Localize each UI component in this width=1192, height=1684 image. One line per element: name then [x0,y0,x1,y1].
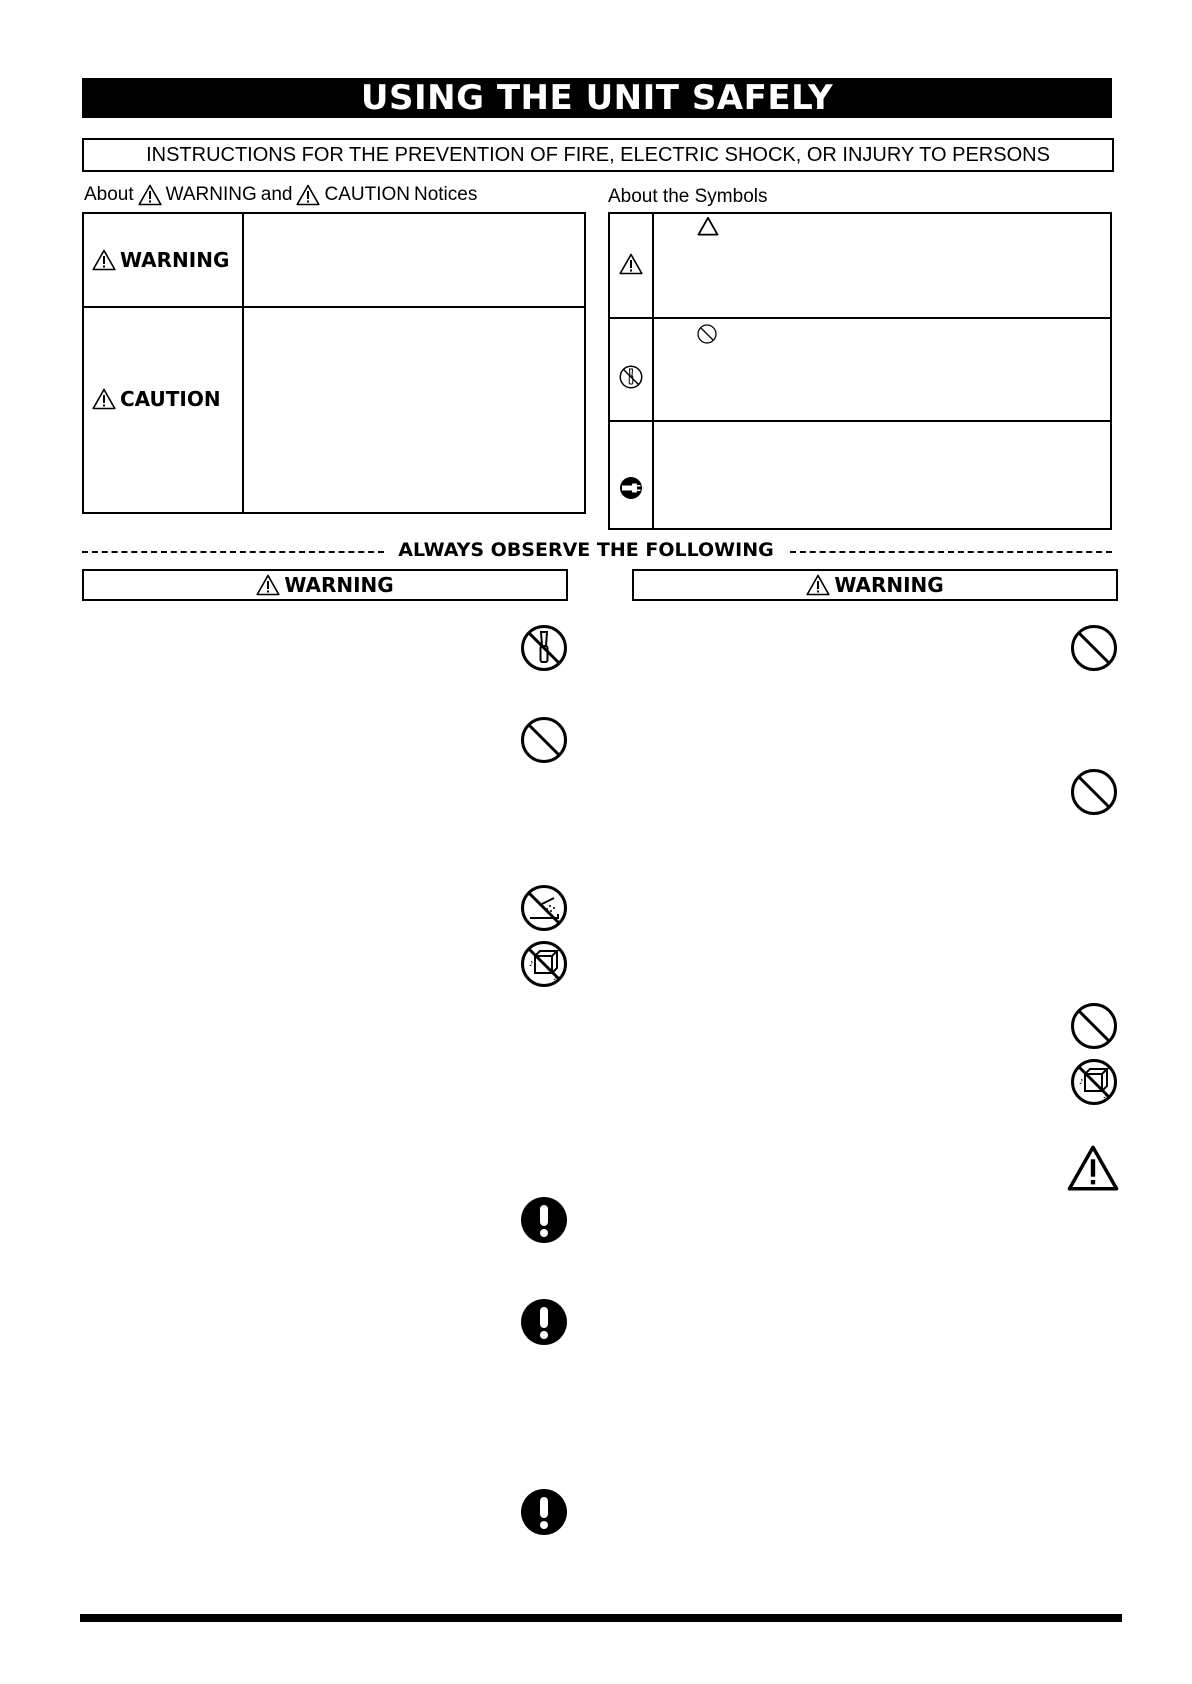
caption-caution: CAUTION [324,184,410,205]
caption-about: About [84,184,134,205]
alert-triangle-icon [619,253,643,275]
symbols-row-divider-1 [608,317,1112,319]
caution-label-text: CAUTION [120,387,221,411]
right-warning-header [632,569,1118,601]
notices-caption [84,184,477,206]
notices-row-divider [82,306,586,308]
left-warning-header [82,569,568,601]
prohibition-icon [1070,624,1118,672]
prohibition-icon [1070,1002,1118,1050]
warning-triangle-icon [92,249,116,271]
symbols-caption [608,186,767,208]
symbols-row-divider-2 [608,420,1112,422]
caution-triangle-icon [92,388,116,410]
caution-label [92,387,221,411]
no-container-icon [520,940,568,988]
mandatory-action-icon [520,1488,568,1536]
prohibition-small-icon [697,324,717,344]
left-warning-header-text: WARNING [284,573,394,597]
right-warning-header-text: WARNING [834,573,944,597]
caption-and: and [260,184,293,205]
alert-triangle-icon [1066,1144,1120,1192]
unplug-icon [619,476,643,500]
prohibition-icon [520,716,568,764]
notices-divider [242,212,244,514]
no-disassemble-icon [520,624,568,672]
warning-triangle-icon [138,184,162,206]
warning-triangle-icon [256,574,280,596]
warning-label-text: WARNING [120,248,230,272]
no-disassemble-icon [619,365,643,389]
instructions-banner [82,138,1114,172]
mandatory-action-icon [520,1196,568,1244]
caption-notices: Notices [413,184,478,205]
heading-rule-left [82,551,384,553]
warning-triangle-icon [806,574,830,596]
observe-heading: ALWAYS OBSERVE THE FOLLOWING [398,539,774,561]
caption-warning: WARNING [165,184,257,205]
warning-label [92,248,229,272]
page-title: USING THE UNIT SAFELY [82,78,1112,118]
heading-rule-right [790,551,1112,553]
symbols-table [608,212,1112,530]
prohibition-icon [1070,768,1118,816]
caution-triangle-icon [296,184,320,206]
symbols-divider [652,212,654,530]
instructions-text: INSTRUCTIONS FOR THE PREVENTION OF FIRE, ELECTRIC SHOCK, OR INJURY TO PERSONS [146,143,1050,166]
symbols-caption-text: About the Symbols [608,186,768,207]
bottom-rule [80,1614,1122,1622]
no-water-icon [520,884,568,932]
no-container-icon [1070,1058,1118,1106]
triangle-outline-icon [697,216,719,236]
mandatory-action-icon [520,1298,568,1346]
